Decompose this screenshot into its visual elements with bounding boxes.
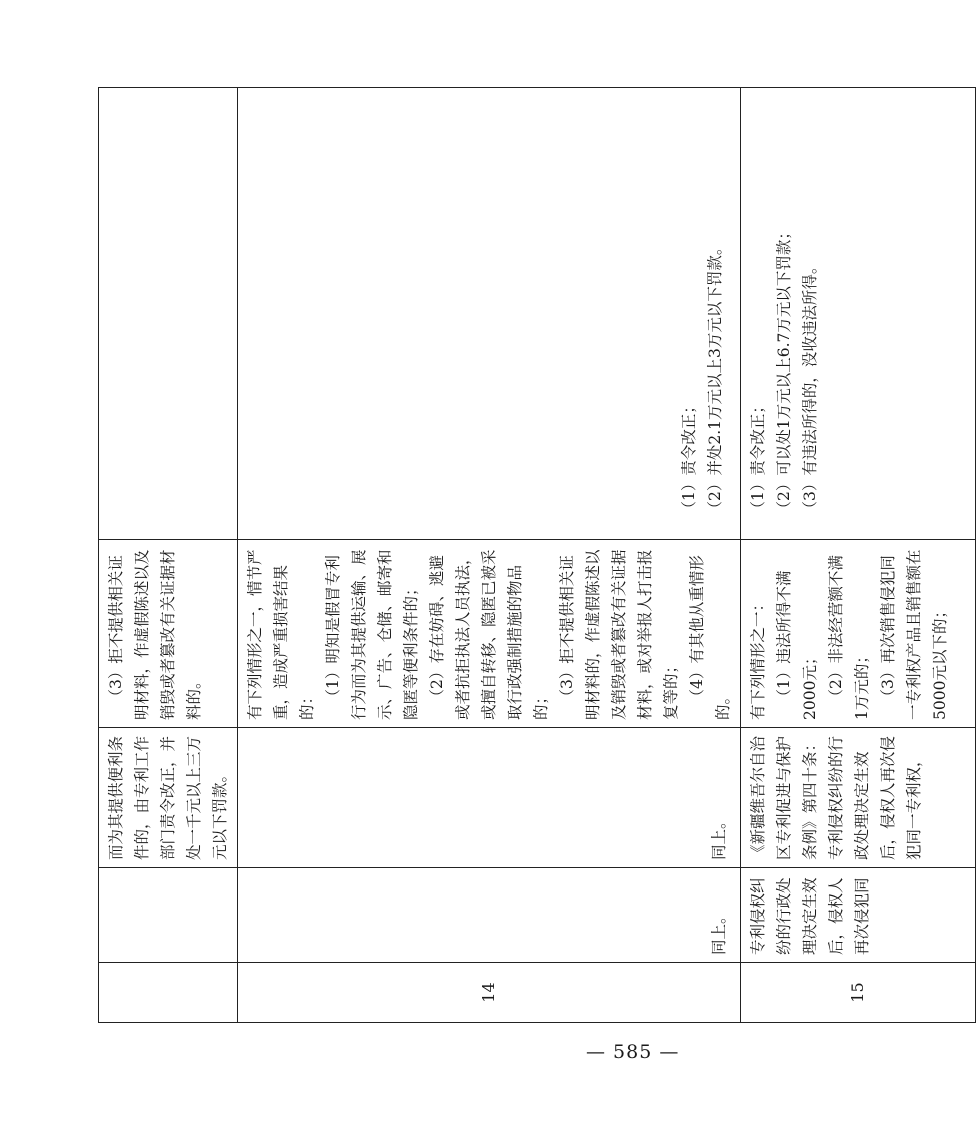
- penalty-cell: [99, 88, 238, 540]
- conditions-cell: [99, 540, 238, 728]
- subject-cell: 专利侵权纠纷的行政处理决定生效后，侵权人再次侵犯同: [741, 868, 976, 963]
- condition-line: （1）明知是假冒专利行为而为其提供运输、展示、广告、仓储、邮寄和隐匿等便利条件的；: [324, 549, 420, 720]
- penalty-table: [98, 87, 976, 1023]
- row-number-cell: [99, 963, 238, 1023]
- subject-cell: 同上。: [238, 868, 741, 963]
- condition-line: 有下列情形之一，情节严重，造成严重损害结果的：: [246, 549, 316, 720]
- basis-cell: 而为其提供便利条件的，由专利工作部门责令改正，并处一千元以上三万元以下罚款。: [99, 728, 238, 868]
- penalty-cell: [238, 88, 741, 540]
- condition-line: （3）拒不提供相关证明材料，作虚假陈述以及销毁或者篡改有关证据材料的。: [107, 549, 203, 720]
- rotated-table-container: [98, 88, 949, 1023]
- condition-line: 有下列情形之一：: [749, 595, 767, 720]
- penalty-line: （2）可以处1万元以上6.7万元以下罚款；: [775, 224, 793, 517]
- condition-line: （3）拒不提供相关证明材料的，作虚假陈述以及销毁或者篡改有关证据材料，或对举报人打击报复等的；: [558, 549, 680, 720]
- penalty-line: （3）有违法所得的，没收违法所得。: [801, 258, 819, 517]
- row-number-cell: 15: [741, 963, 976, 1023]
- penalty-line: （2）并处2.1万元以上3万元以下罚款。: [706, 239, 724, 517]
- conditions-cell: [238, 540, 741, 728]
- subject-cell: [99, 868, 238, 963]
- conditions-cell: [741, 540, 976, 728]
- condition-line: （1）违法所得不满2000元；: [775, 570, 819, 720]
- page-number: — 585 —: [586, 1041, 680, 1063]
- penalty-line: （1）责令改正；: [680, 398, 698, 517]
- table-row: [238, 88, 741, 1023]
- table-row: [741, 88, 976, 1023]
- penalty-line: （1）责令改正；: [749, 398, 767, 517]
- condition-line: （4）有其他从重情形的。: [688, 555, 732, 720]
- condition-line: （3）再次销售侵犯同一专利权产品且销售额在5000元以下的；: [879, 549, 949, 720]
- row-number-cell: 14: [238, 963, 741, 1023]
- basis-cell: 《新疆维吾尔自治区专利促进与保护条例》第四十条：专利侵权纠纷的行政处理决定生效后，侵权人再次侵犯同一专利权，: [741, 728, 976, 868]
- penalty-cell: [741, 88, 976, 540]
- condition-line: （2）存在妨碍、逃避或者抗拒执法人员执法，或擅自转移、隐匿已被采取行政强制措施的物品的；: [428, 549, 550, 720]
- condition-line: （2）非法经营额不满1万元的；: [827, 555, 871, 720]
- basis-cell: 同上。: [238, 728, 741, 868]
- table-row: [99, 88, 238, 1023]
